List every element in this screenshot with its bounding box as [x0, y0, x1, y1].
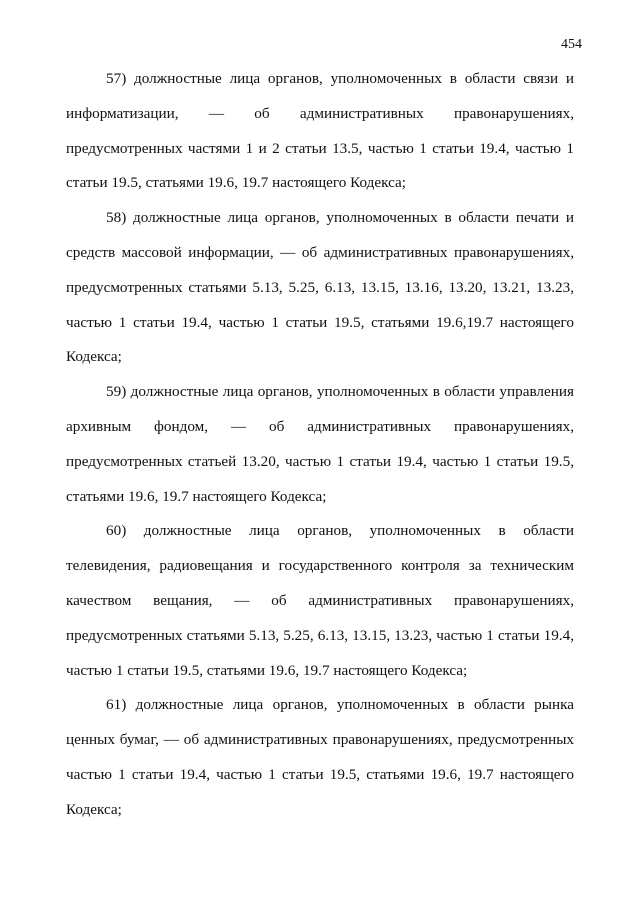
text-line: Кодекса; — [66, 348, 122, 366]
text-line: предусмотренных статьей 13.20, частью 1 статьи 19.4, частью 1 статьи 19.5, — [66, 452, 574, 470]
text-line: 58) должностные лица органов, уполномоченных в области печати и — [106, 209, 574, 227]
text-line: 59) должностные лица органов, уполномоченных в области управления — [106, 383, 574, 401]
text-line: 57) должностные лица органов, уполномоченных в области связи и — [106, 70, 574, 87]
text-line: 61) должностные лица органов, уполномоченных в области рынка — [106, 696, 574, 714]
text-line: ценных бумаг, — об административных правонарушениях, предусмотренных — [66, 731, 574, 749]
paragraph-57 — [66, 62, 574, 201]
text-line: частью 1 статьи 19.4, частью 1 статьи 19.5, статьями 19.6,19.7 настоящего — [66, 313, 574, 331]
text-line: частью 1 статьи 19.5, статьями 19.6, 19.7 настоящего Кодекса; — [66, 661, 468, 679]
text-line: информатизации, — об административных правонарушениях, — [66, 104, 574, 122]
text-line: телевидения, радиовещания и государственного контроля за техническим — [66, 557, 574, 575]
text-line: предусмотренных статьями 5.13, 5.25, 6.13, 13.15, 13.23, частью 1 статьи 19.4, — [66, 626, 574, 644]
text-line: статьями 19.6, 19.7 настоящего Кодекса; — [66, 487, 327, 505]
page-number: 454 — [561, 37, 582, 52]
text-line: Кодекса; — [66, 800, 122, 818]
document-body — [66, 62, 574, 828]
text-line: 60) должностные лица органов, уполномоченных в области — [106, 522, 574, 540]
text-line: средств массовой информации, — об административных правонарушениях, — [66, 243, 574, 261]
text-line: предусмотренных частями 1 и 2 статьи 13.5, частью 1 статьи 19.4, частью 1 — [66, 139, 574, 157]
text-line: предусмотренных статьями 5.13, 5.25, 6.13, 13.15, 13.16, 13.20, 13.21, 13.23, — [66, 278, 574, 296]
text-line: архивным фондом, — об административных правонарушениях, — [66, 417, 574, 435]
paragraph-60 — [66, 514, 574, 688]
text-line: статьи 19.5, статьями 19.6, 19.7 настоящего Кодекса; — [66, 174, 407, 192]
text-line: качеством вещания, — об административных правонарушениях, — [66, 591, 574, 609]
paragraph-58 — [66, 201, 574, 375]
paragraph-59 — [66, 375, 574, 514]
paragraph-61 — [66, 688, 574, 827]
text-line: частью 1 статьи 19.4, частью 1 статьи 19.5, статьями 19.6, 19.7 настоящего — [66, 765, 574, 783]
